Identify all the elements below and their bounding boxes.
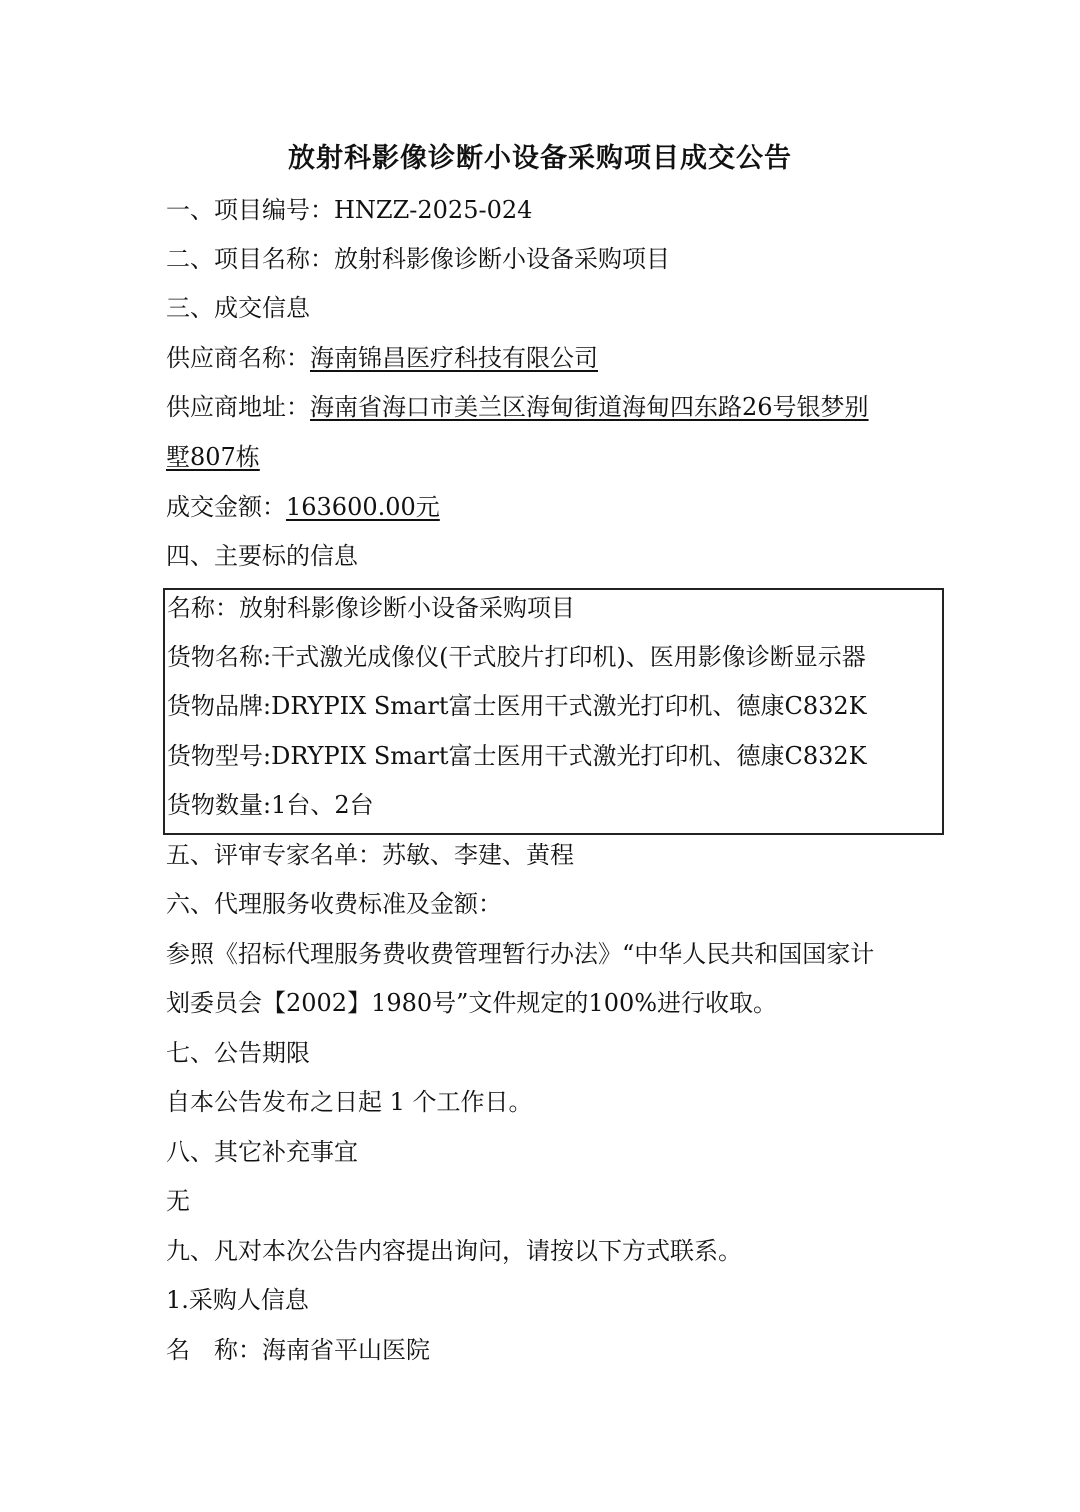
supplier-address-cont	[166, 440, 260, 474]
amount-label: 成交金额：	[166, 493, 286, 521]
fee-heading: 六、代理服务收费标准及金额：	[166, 890, 502, 918]
period-text: 自本公告发布之日起 1 个工作日。	[166, 1088, 533, 1116]
contact-heading: 九、凡对本次公告内容提出询问，请按以下方式联系。	[166, 1237, 742, 1265]
supplier-address-line-1: 海南省海口市美兰区海甸街道海甸四东路26号银梦别	[310, 393, 869, 421]
supplier-address-label: 供应商地址：	[166, 393, 310, 421]
amount-row	[166, 490, 440, 524]
box-goods-model: 货物型号:DRYPIX Smart富士医用干式激光打印机、德康C832K	[167, 742, 867, 770]
supplier-address-line-2: 墅807栋	[166, 443, 260, 471]
deal-info-heading: 三、成交信息	[166, 294, 310, 322]
deal-amount: 163600.00元	[286, 493, 440, 521]
supplier-name-label: 供应商名称：	[166, 344, 310, 372]
fee-text-line-1: 参照《招标代理服务费收费管理暂行办法》“中华人民共和国国家计	[166, 940, 875, 968]
project-number: 一、项目编号：HNZZ-2025-024	[166, 196, 533, 224]
purchaser-name: 名 称：海南省平山医院	[166, 1336, 430, 1364]
box-goods-name: 货物名称:干式激光成像仪(干式胶片打印机)、医用影像诊断显示器	[167, 643, 866, 671]
period-heading: 七、公告期限	[166, 1039, 310, 1067]
subject-info-box	[163, 588, 944, 835]
box-goods-qty: 货物数量:1台、2台	[167, 791, 374, 819]
expert-list: 五、评审专家名单：苏敏、李建、黄程	[166, 841, 574, 869]
main-subject-heading: 四、主要标的信息	[166, 542, 358, 570]
supplier-name: 海南锦昌医疗科技有限公司	[310, 344, 598, 372]
supplier-name-row	[166, 341, 598, 375]
purchaser-info-heading: 1.采购人信息	[166, 1286, 309, 1314]
supplement-text: 无	[166, 1187, 190, 1215]
box-name: 名称：放射科影像诊断小设备采购项目	[167, 594, 575, 622]
fee-text-line-2: 划委员会【2002】1980号”文件规定的100%进行收取。	[166, 989, 778, 1017]
supplement-heading: 八、其它补充事宜	[166, 1138, 358, 1166]
project-name: 二、项目名称：放射科影像诊断小设备采购项目	[166, 245, 670, 273]
box-goods-brand: 货物品牌:DRYPIX Smart富士医用干式激光打印机、德康C832K	[167, 692, 867, 720]
supplier-address-row	[166, 390, 869, 424]
page-title: 放射科影像诊断小设备采购项目成交公告	[288, 143, 792, 174]
